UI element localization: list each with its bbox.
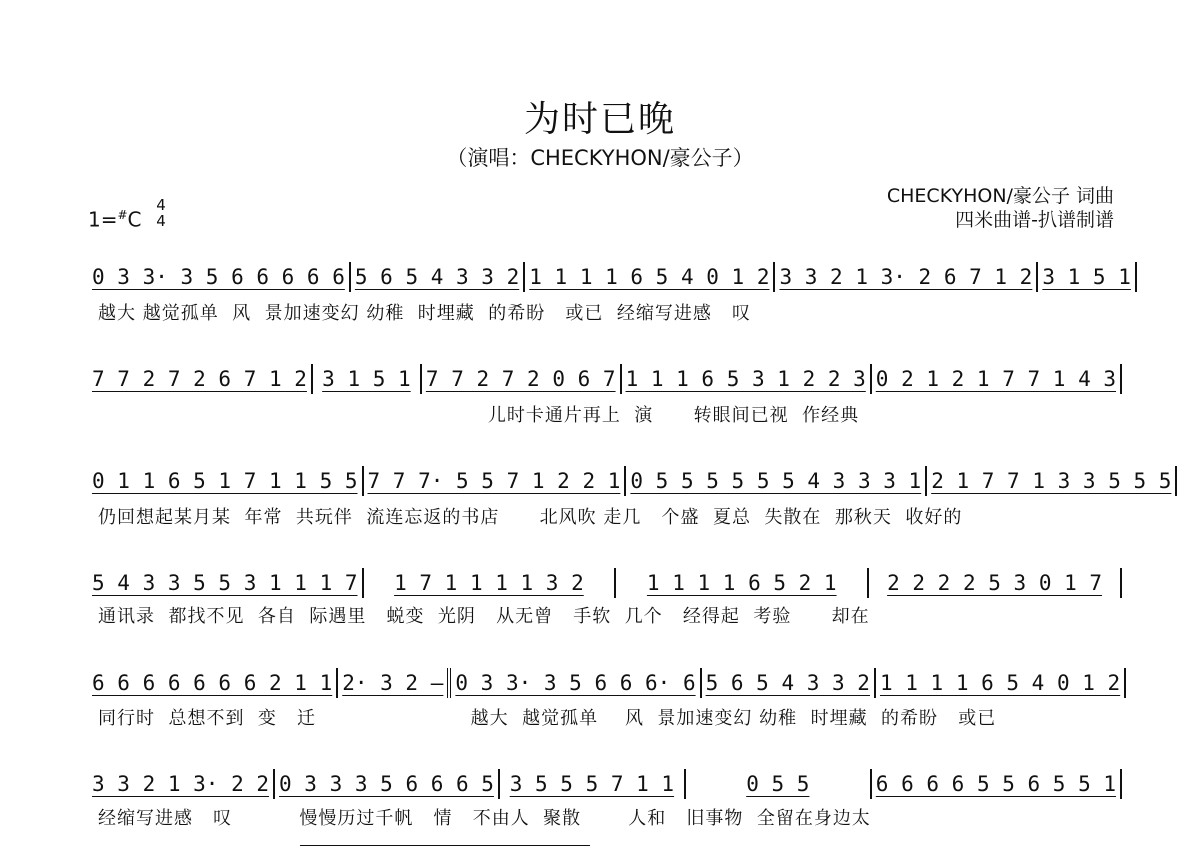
measure: 5 4 3 3 5 5 3 1 1 1 7 [92, 571, 358, 595]
measure: 5 6 5 4 3 3 2 [354, 265, 520, 289]
lyrics-row-4: 通讯录 都找不见 各自 际遇里 蜕变 光阴 从无曾 手软 几个 经得起 考验 却在 [98, 606, 870, 627]
barline [1120, 568, 1122, 598]
measure: 0 3 3· 3 5 6 6 6· 6 [455, 671, 696, 695]
measure: 2· 3 2 – [342, 671, 444, 695]
time-bottom: 4 [156, 212, 166, 230]
measure: 2 2 2 2 5 3 0 1 7 [887, 571, 1103, 595]
staff-row-6 [88, 771, 1122, 799]
measure: 7 7 2 7 2 0 6 7 [425, 367, 616, 391]
measure: 1 1 1 1 6 5 4 0 1 2 [879, 671, 1121, 695]
barline [1120, 769, 1122, 799]
measure: 1 1 1 6 5 3 1 2 2 3 [625, 367, 866, 391]
staff-row-2 [88, 366, 1122, 394]
measure: 3 5 5 5 7 1 1 [509, 772, 675, 796]
staff-row-3 [88, 468, 1172, 496]
measure: 0 2 1 2 1 7 7 1 4 3 [875, 367, 1116, 391]
lyrics-row-5: 同行时 总想不到 变 迁 越大 越觉孤单 风 景加速变幻 幼稚 时埋藏 的希盼 或已 [98, 708, 997, 729]
measure: 7 7 7· 5 5 7 1 2 2 1 [367, 469, 621, 493]
measure: 1 7 1 1 1 1 3 2 [394, 571, 584, 595]
key-prefix: 1= [88, 207, 118, 232]
measure: 6 6 6 6 5 5 6 5 5 1 [875, 772, 1117, 796]
key-signature [88, 202, 142, 233]
page-bottom-rule [300, 845, 590, 846]
sharp-sign: # [117, 208, 128, 222]
measure: 5 6 5 4 3 3 2 [705, 671, 870, 695]
measure: 0 5 5 [746, 772, 810, 796]
measure: 1 1 1 1 6 5 4 0 1 2 [529, 265, 770, 289]
credit-composer: CHECKYHON/豪公子 词曲 [886, 185, 1114, 207]
time-signature [152, 197, 170, 229]
measure: 0 3 3· 3 5 6 6 6 6 6 [92, 265, 345, 289]
measure: 0 3 3 3 5 6 6 6 5 [279, 772, 494, 796]
measure: 0 5 5 5 5 5 5 4 3 3 3 1 [630, 469, 922, 493]
performer-subtitle: （演唱：CHECKYHON/豪公子） [446, 146, 754, 170]
lyrics-row-2: 儿时卡通片再上 演 转眼间已视 作经典 [98, 405, 860, 426]
measure: 3 1 5 1 [1042, 265, 1131, 289]
page-title: 为时已晚 [523, 99, 676, 140]
measure: 3 3 2 1 3· 2 2 [92, 772, 270, 796]
staff-row-4 [88, 570, 1122, 598]
key-note: C [127, 207, 142, 232]
lyrics-row-3: 仍回想起某月某 年常 共玩伴 流连忘返的书店 北风吹 走几 个盛 夏总 失散在 那秋天 收好的 [98, 507, 963, 528]
measure: 1 1 1 1 6 5 2 1 [646, 571, 837, 595]
time-top: 4 [156, 196, 166, 214]
lyrics-row-6: 经缩写进感 叹 慢慢历过千帆 情 不由人 聚散 人和 旧事物 全留在身边太 [98, 808, 871, 829]
barline [1135, 262, 1137, 292]
measure: 7 7 2 7 2 6 7 1 2 [92, 367, 307, 391]
measure: 6 6 6 6 6 6 6 2 1 1 [92, 671, 333, 695]
credit-transcriber: 四米曲谱-扒谱制谱 [955, 209, 1114, 231]
measure: 0 1 1 6 5 1 7 1 1 5 5 [92, 469, 358, 493]
staff-row-5 [88, 670, 1122, 698]
barline [1124, 668, 1126, 698]
lyrics-row-1: 越大 越觉孤单 风 景加速变幻 幼稚 时埋藏 的希盼 或已 经缩写进感 叹 [98, 303, 751, 324]
barline [1120, 364, 1122, 394]
barline [1175, 466, 1177, 496]
staff-row-1 [88, 264, 1131, 292]
measure: 3 1 5 1 [322, 367, 411, 391]
measure: 2 1 7 7 1 3 3 5 5 5 [931, 469, 1172, 493]
measure: 3 3 2 1 3· 2 6 7 1 2 [779, 265, 1033, 289]
